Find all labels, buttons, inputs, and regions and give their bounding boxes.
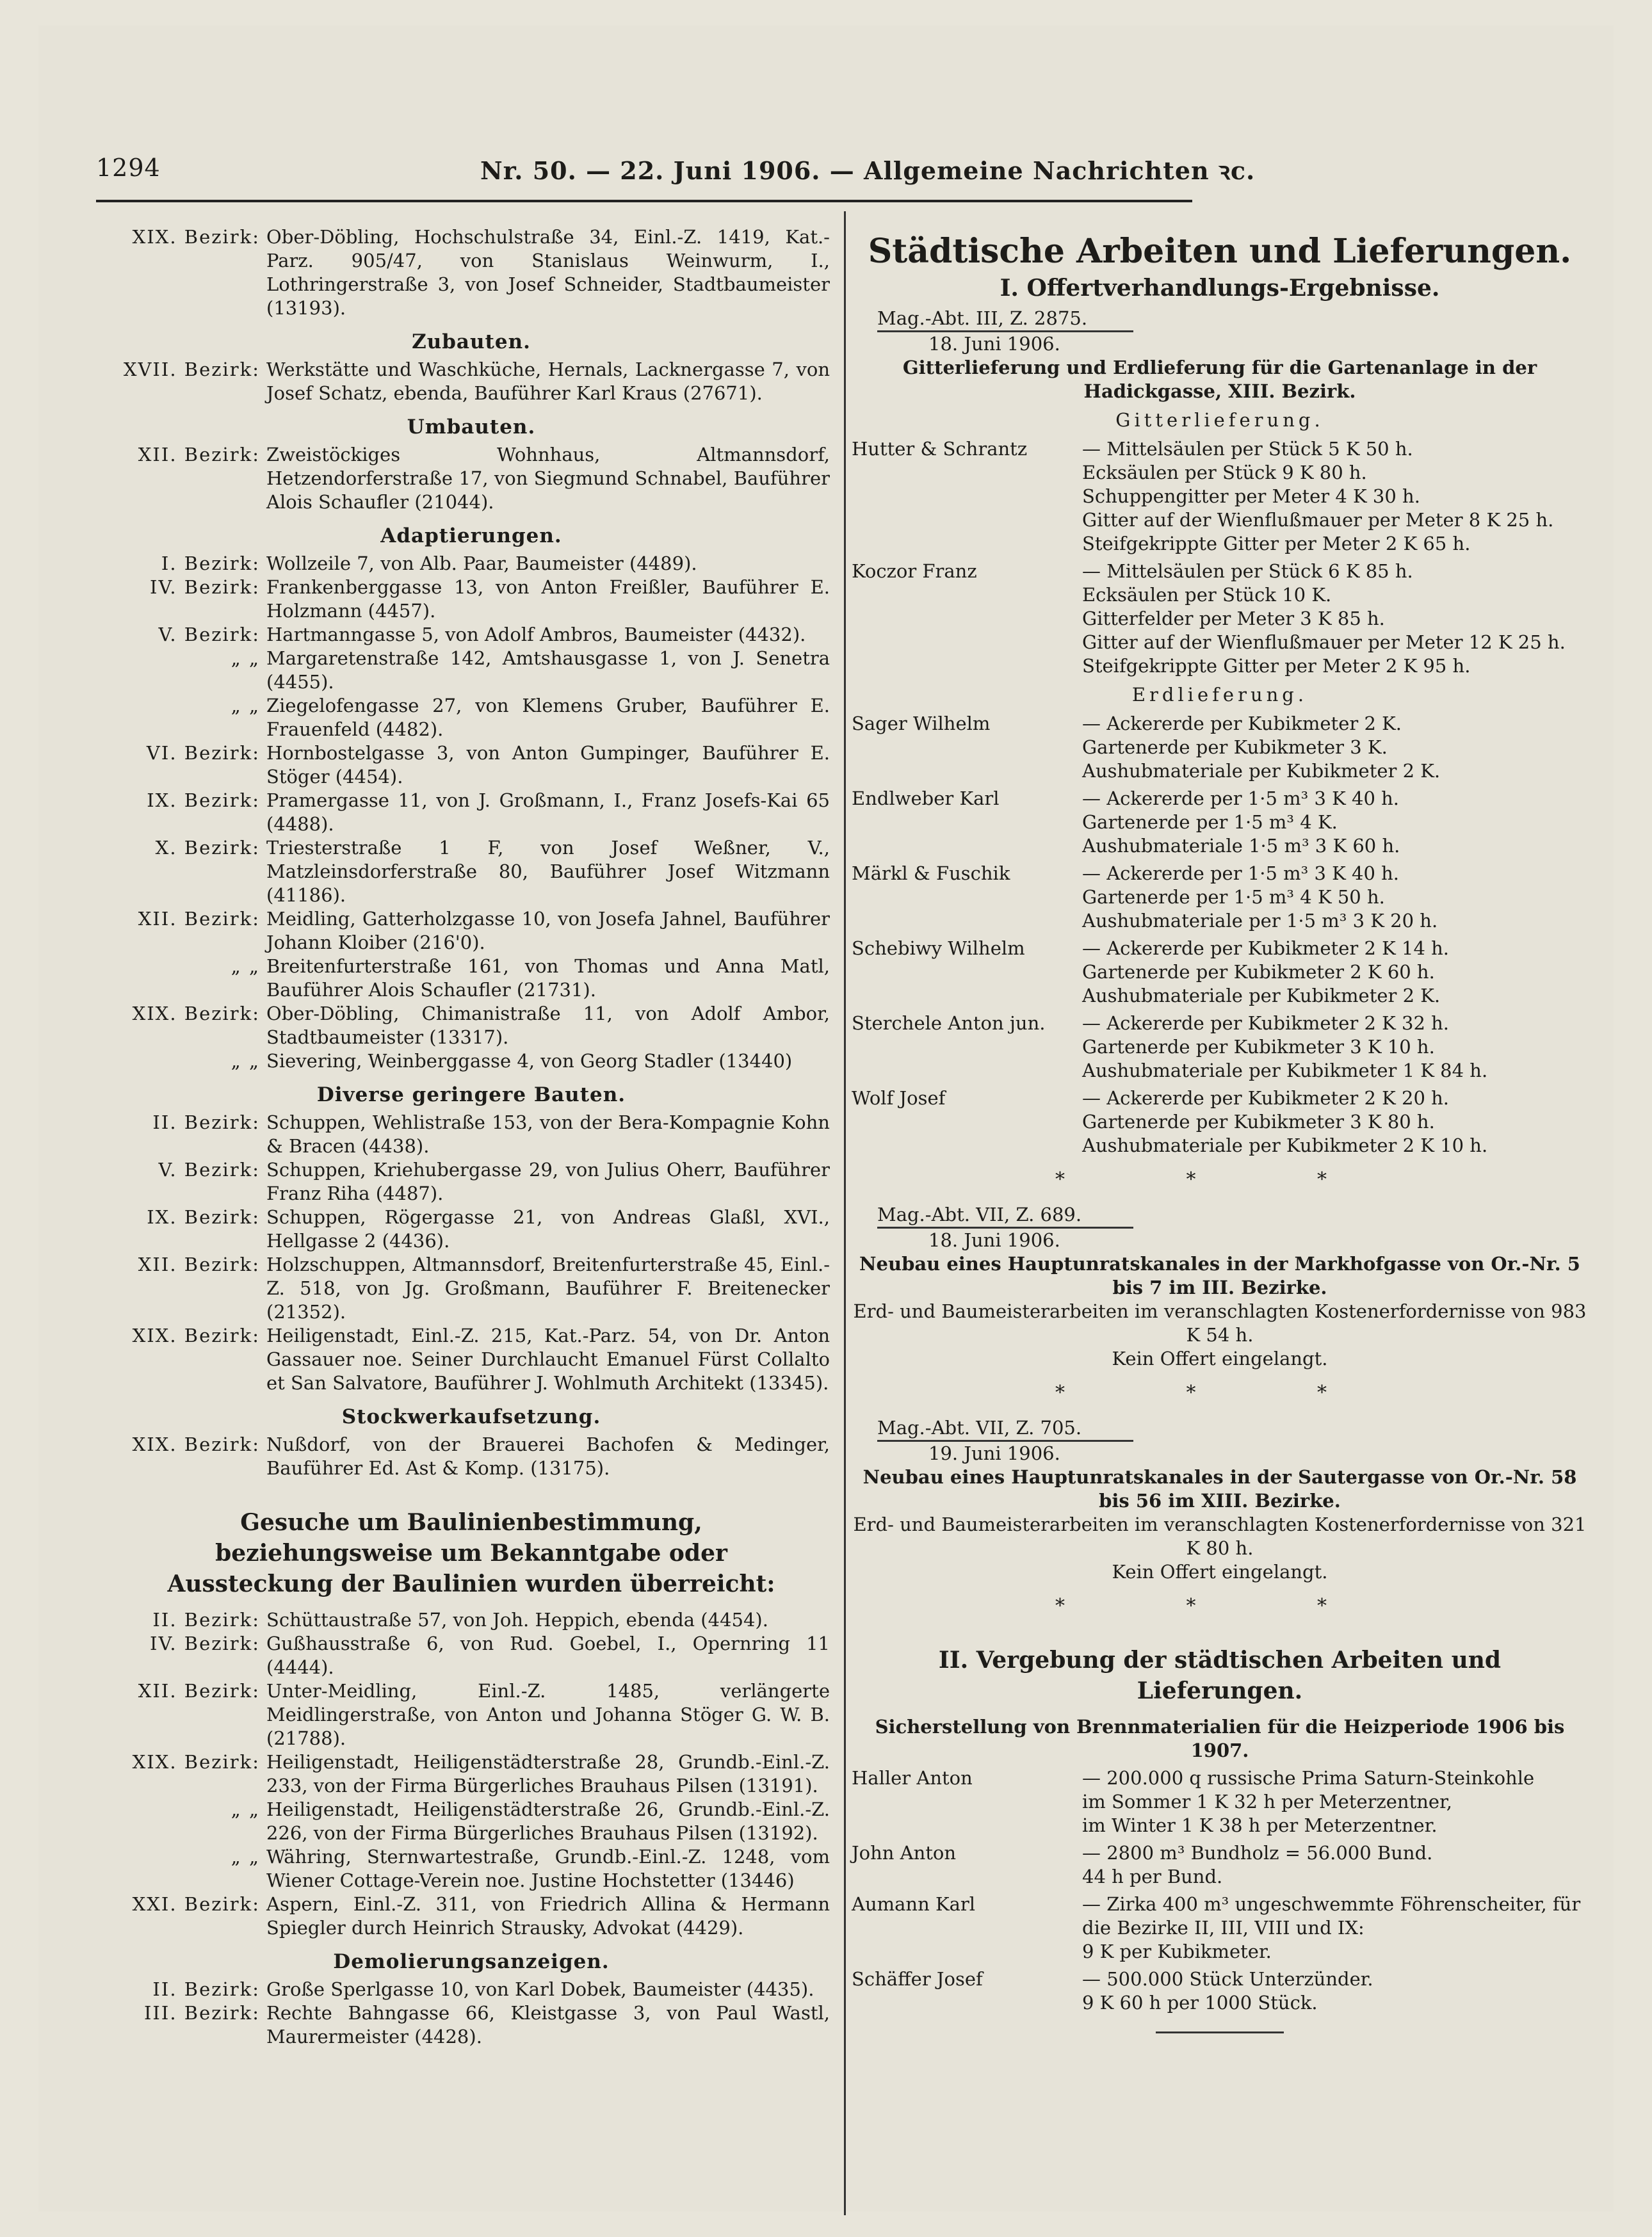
bid-item: — 200.000 q russische Prima Saturn-Steinkohle: [1082, 1767, 1535, 1789]
bid-item: Steifgekrippte Gitter per Meter 2 K 65 h.: [1082, 533, 1471, 554]
bid-item: Gartenerde per Kubikmeter 2 K 60 h.: [1082, 961, 1435, 983]
entry-text: Ober-Döbling, Chimanistraße 11, von Adolf Ambor, Stadtbaumeister (13317).: [266, 1003, 830, 1048]
entry-text: Heiligenstadt, Einl.-Z. 215, Kat.-Parz. 54, von Dr. Anton Gassauer noe. Seiner Durchlaucht Emanuel Fürst Collalto et San Salvatore, Bauführer J. Wohlmuth Architekt (13345).: [266, 1325, 830, 1394]
bid-item: Gartenerde per 1·5 m³ 4 K.: [1082, 811, 1338, 833]
notice-entry: [113, 552, 830, 576]
notice-entry: [113, 741, 830, 789]
notice-entry: [113, 1253, 830, 1324]
mag-reference: Mag.-Abt. III, Z. 2875.: [877, 307, 1133, 332]
notice-entry: [113, 1206, 830, 1253]
notice-subject: Neubau eines Hauptunratskanales in der Markhofgasse von Or.-Nr. 5 bis 7 im III. Bezirke.: [859, 1253, 1580, 1298]
bid-items: [1082, 862, 1588, 933]
district-label: XII. Bezirk:: [138, 444, 260, 465]
bid-items: [1082, 1012, 1588, 1083]
bid-item: — Ackererde per 1·5 m³ 3 K 40 h.: [1082, 787, 1400, 809]
notice-entry: [113, 623, 830, 647]
bid-item: — Ackererde per Kubikmeter 2 K 14 h.: [1082, 937, 1450, 959]
notice-entry: [113, 1679, 830, 1750]
bid-item: Gartenerde per Kubikmeter 3 K 10 h.: [1082, 1036, 1435, 1058]
bid-item: Aushubmateriale per Kubikmeter 2 K.: [1082, 760, 1441, 782]
notice-entry: [113, 1111, 830, 1158]
bid-row: [852, 1766, 1588, 1837]
bid-items: [1082, 1766, 1588, 1837]
district-label: „ „: [231, 647, 260, 669]
bid-item: 9 K per Kubikmeter.: [1082, 1941, 1272, 1962]
bid-row: [852, 937, 1588, 1008]
notice-date: 18. Juni 1906.: [928, 333, 1060, 355]
bid-item: — 2800 m³ Bundholz = 56.000 Bund.: [1082, 1842, 1433, 1864]
offer-result: Kein Offert eingelangt.: [1112, 1348, 1328, 1369]
bid-row: [852, 1841, 1588, 1889]
bid-row: [852, 712, 1588, 783]
mag-reference: Mag.-Abt. VII, Z. 705.: [877, 1416, 1133, 1442]
entry-text: Zweistöckiges Wohnhaus, Altmannsdorf, Hetzendorferstraße 17, von Siegmund Schnabel, Bauführer Alois Schaufler (21044).: [266, 444, 830, 513]
notice-entry: [113, 1893, 830, 1940]
notice-date: 18. Juni 1906.: [928, 1229, 1060, 1251]
bid-item: Aushubmateriale 1·5 m³ 3 K 60 h.: [1082, 835, 1400, 857]
bid-row: [852, 560, 1588, 678]
section-heading-demolierung: Demolierungsanzeigen.: [333, 1950, 610, 1973]
entry-text: Holzschuppen, Altmannsdorf, Breitenfurterstraße 45, Einl.-Z. 518, von Jg. Großmann, Bauführer F. Breitenecker (21352).: [266, 1254, 830, 1323]
bid-item: — 500.000 Stück Unterzünder.: [1082, 1968, 1373, 1990]
notice-entry: [113, 789, 830, 836]
notice-entry: [113, 576, 830, 623]
bid-item: — Ackererde per Kubikmeter 2 K.: [1082, 713, 1402, 734]
entry-text: Schuppen, Wehlistraße 153, von der Bera-Kompagnie Kohn & Bracen (4438).: [266, 1111, 830, 1157]
entry-text: Ober-Döbling, Hochschulstraße 34, Einl.-Z. 1419, Kat.-Parz. 905/47, von Stanislaus Weinwurm, I., Lothringerstraße 3, von Josef Schneider, Stadtbaumeister (13193).: [266, 226, 830, 319]
separator-stars: * * *: [1055, 1168, 1385, 1191]
district-label: II. Bezirk:: [152, 1111, 260, 1133]
notice-entry: [113, 1750, 830, 1798]
bidder-name: Schebiwy Wilhelm: [852, 937, 1025, 959]
notice-entry: [113, 2001, 830, 2049]
left-column: [113, 225, 830, 2049]
entry-text: Schuppen, Rögergasse 21, von Andreas Glaßl, XVI., Hellgasse 2 (4436).: [266, 1206, 830, 1252]
bid-items: [1082, 1893, 1588, 1964]
bid-item: im Sommer 1 K 32 h per Meterzentner,: [1082, 1791, 1452, 1813]
section-heading: Umbauten.: [407, 416, 536, 439]
bid-item: Aushubmateriale per Kubikmeter 2 K 10 h.: [1082, 1135, 1488, 1156]
notice-entry: [113, 358, 830, 405]
bidder-name: Aumann Karl: [852, 1893, 976, 1915]
notice-entry: [113, 1845, 830, 1893]
bid-item: Aushubmateriale per Kubikmeter 2 K.: [1082, 985, 1441, 1006]
column-divider: [844, 211, 846, 2215]
bid-item: Gitterfelder per Meter 3 K 85 h.: [1082, 608, 1385, 629]
section-heading: Diverse geringere Bauten.: [316, 1083, 626, 1106]
bid-row: [852, 1893, 1588, 1964]
bidder-name: Sterchele Anton jun.: [852, 1012, 1046, 1034]
bid-item: Aushubmateriale per Kubikmeter 1 K 84 h.: [1082, 1060, 1488, 1081]
issue-title: Nr. 50. — 22. Juni 1906. — Allgemeine Nachrichten ꝛc.: [480, 156, 1256, 185]
district-label: IX. Bezirk:: [147, 789, 260, 811]
bid-row: [852, 1967, 1588, 2015]
bid-row: [852, 787, 1588, 858]
notice-entry: [113, 225, 830, 320]
district-label: „ „: [231, 695, 260, 716]
separator-stars: * * *: [1055, 1382, 1385, 1404]
main-title: Städtische Arbeiten und Lieferungen.: [868, 232, 1572, 271]
entry-text: Frankenberggasse 13, von Anton Freißler, Bauführer E. Holzmann (4457).: [266, 576, 830, 622]
bid-items: [1082, 712, 1588, 783]
section-heading: Zubauten.: [412, 330, 531, 353]
bid-item: Steifgekrippte Gitter per Meter 2 K 95 h.: [1082, 655, 1471, 677]
bid-item: Gartenerde per Kubikmeter 3 K.: [1082, 736, 1388, 758]
district-label: XIX. Bezirk:: [132, 1325, 260, 1346]
bidder-name: Koczor Franz: [852, 560, 977, 582]
entry-text: Margaretenstraße 142, Amtshausgasse 1, von J. Senetra (4455).: [266, 647, 830, 693]
district-label: XIX. Bezirk:: [132, 1751, 260, 1773]
section-subject: Sicherstellung von Brennmaterialien für die Heizperiode 1906 bis 1907.: [875, 1716, 1565, 1761]
notice-entry: [113, 1978, 830, 2001]
notice-entry: [113, 1158, 830, 1206]
bid-row: [852, 1012, 1588, 1083]
bid-items: [1082, 1967, 1588, 2015]
notice-entry: [113, 1798, 830, 1845]
district-label: XIX. Bezirk:: [132, 1433, 260, 1455]
notice-entry: [113, 1324, 830, 1395]
bid-item: — Zirka 400 m³ ungeschwemmte Föhrenscheiter, für: [1082, 1893, 1581, 1915]
entry-text: Ziegelofengasse 27, von Klemens Gruber, Bauführer E. Frauenfeld (4482).: [266, 695, 830, 740]
bid-item: Ecksäulen per Stück 9 K 80 h.: [1082, 462, 1367, 483]
district-label: I. Bezirk:: [161, 553, 260, 574]
district-label: „ „: [231, 955, 260, 977]
district-label: XII. Bezirk:: [138, 1680, 260, 1702]
entry-text: Wollzeile 7, von Alb. Paar, Baumeister (4489).: [266, 553, 697, 574]
bidder-name: Märkl & Fuschik: [852, 862, 1010, 884]
notice-entry: [113, 955, 830, 1002]
notice-entry: [113, 1608, 830, 1632]
entry-text: Aspern, Einl.-Z. 311, von Friedrich Allina & Hermann Spiegler durch Heinrich Strausky, Advokat (4429).: [266, 1893, 830, 1939]
district-label: II. Bezirk:: [152, 1609, 260, 1631]
district-label: V. Bezirk:: [158, 624, 260, 645]
page-header: [96, 154, 1256, 192]
header-rule: [96, 200, 1192, 202]
district-label: X. Bezirk:: [155, 837, 260, 859]
notice-entry: [113, 647, 830, 694]
bidder-name: Hutter & Schrantz: [852, 438, 1028, 460]
bid-items: [1082, 1841, 1588, 1889]
entry-text: Rechte Bahngasse 66, Kleistgasse 3, von Paul Wastl, Maurermeister (4428).: [266, 2002, 830, 2047]
subsection-label: Gitterlieferung.: [1115, 409, 1324, 431]
notice-entry: [113, 694, 830, 741]
notice-entry: [113, 443, 830, 514]
bid-item: — Ackererde per Kubikmeter 2 K 32 h.: [1082, 1012, 1450, 1034]
district-label: XII. Bezirk:: [138, 1254, 260, 1275]
work-description: Erd- und Baumeisterarbeiten im veranschlagten Kostenerfordernisse von 321 K 80 h.: [853, 1514, 1587, 1559]
bid-item: 44 h per Bund.: [1082, 1866, 1223, 1887]
district-label: IX. Bezirk:: [147, 1206, 260, 1228]
notice-subject: Gitterlieferung und Erdlieferung für die Gartenanlage in der Hadickgasse, XIII. Bezirk.: [902, 357, 1537, 402]
notice-entry: [113, 836, 830, 907]
bidder-name: Sager Wilhelm: [852, 713, 991, 734]
district-label: XIX. Bezirk:: [132, 1003, 260, 1024]
bid-item: Gartenerde per 1·5 m³ 4 K 50 h.: [1082, 886, 1385, 908]
bid-row: [852, 1086, 1588, 1158]
bid-item: die Bezirke II, III, VIII und IX:: [1082, 1917, 1365, 1939]
bid-item: im Winter 1 K 38 h per Meterzentner.: [1082, 1814, 1437, 1836]
separator-stars: * * *: [1055, 1595, 1385, 1617]
notice-entry: [113, 1632, 830, 1679]
bid-items: [1082, 437, 1588, 556]
entry-text: Sievering, Weinberggasse 4, von Georg Stadler (13440): [266, 1050, 793, 1072]
district-label: VI. Bezirk:: [146, 742, 260, 764]
district-label: V. Bezirk:: [158, 1159, 260, 1181]
notice-entry: [113, 907, 830, 955]
section-heading-gesuche: Gesuche um Baulinienbestimmung, beziehungsweise um Bekanntgabe oder Aussteckung der Baulinien wurden überreicht:: [167, 1509, 775, 1597]
bid-item: 9 K 60 h per 1000 Stück.: [1082, 1992, 1318, 2014]
bid-item: — Ackererde per Kubikmeter 2 K 20 h.: [1082, 1087, 1450, 1109]
bid-item: Gartenerde per Kubikmeter 3 K 80 h.: [1082, 1111, 1435, 1133]
offer-result: Kein Offert eingelangt.: [1112, 1561, 1328, 1583]
notice-date: 19. Juni 1906.: [928, 1442, 1060, 1464]
district-label: „ „: [231, 1050, 260, 1072]
district-label: XIX. Bezirk:: [132, 226, 260, 248]
bidder-name: Haller Anton: [852, 1767, 973, 1789]
right-column: [852, 225, 1588, 2033]
district-label: IV. Bezirk:: [150, 1633, 260, 1654]
bid-item: Ecksäulen per Stück 10 K.: [1082, 584, 1332, 606]
district-label: XVII. Bezirk:: [123, 359, 260, 380]
district-label: II. Bezirk:: [152, 1978, 260, 2000]
bidder-name: Wolf Josef: [852, 1087, 946, 1109]
district-label: XXI. Bezirk:: [132, 1893, 260, 1915]
page-number: 1294: [96, 154, 161, 182]
section-heading: Stockwerkaufsetzung.: [341, 1405, 601, 1428]
entry-text: Nußdorf, von der Brauerei Bachofen & Medinger, Bauführer Ed. Ast & Komp. (13175).: [266, 1433, 830, 1479]
entry-text: Hornbostelgasse 3, von Anton Gumpinger, Bauführer E. Stöger (4454).: [266, 742, 830, 787]
bid-item: Aushubmateriale per 1·5 m³ 3 K 20 h.: [1082, 910, 1438, 932]
district-label: III. Bezirk:: [143, 2002, 260, 2024]
entry-text: Meidling, Gatterholzgasse 10, von Josefa Jahnel, Bauführer Johann Kloiber (216'0).: [266, 908, 830, 953]
entry-text: Pramergasse 11, von J. Großmann, I., Franz Josefs-Kai 65 (4488).: [266, 789, 830, 835]
bid-items: [1082, 560, 1588, 678]
bid-item: Schuppengitter per Meter 4 K 30 h.: [1082, 485, 1420, 507]
district-label: „ „: [231, 1798, 260, 1820]
bid-item: — Ackererde per 1·5 m³ 3 K 40 h.: [1082, 862, 1400, 884]
entry-text: Schuppen, Kriehubergasse 29, von Julius Oherr, Bauführer Franz Riha (4487).: [266, 1159, 830, 1204]
district-label: „ „: [231, 1846, 260, 1868]
entry-text: Große Sperlgasse 10, von Karl Dobek, Baumeister (4435).: [266, 1978, 814, 2000]
notice-entry: [113, 1433, 830, 1480]
entry-text: Werkstätte und Waschküche, Hernals, Lacknergasse 7, von Josef Schatz, ebenda, Bauführer Karl Kraus (27671).: [266, 359, 830, 404]
bid-item: — Mittelsäulen per Stück 6 K 85 h.: [1082, 560, 1413, 582]
bid-item: — Mittelsäulen per Stück 5 K 50 h.: [1082, 438, 1413, 460]
subsection-label: Erdlieferung.: [1131, 684, 1308, 706]
notice-subject: Neubau eines Hauptunratskanales in der Sautergasse von Or.-Nr. 58 bis 56 im XIII. Bezirke.: [862, 1466, 1577, 1512]
district-label: IV. Bezirk:: [150, 576, 260, 598]
bid-item: Gitter auf der Wienflußmauer per Meter 8 K 25 h.: [1082, 509, 1554, 531]
entry-text: Unter-Meidling, Einl.-Z. 1485, verlängerte Meidlingerstraße, von Anton und Johanna Stöger G. W. B. (21788).: [266, 1680, 830, 1749]
bidder-name: Schäffer Josef: [852, 1968, 983, 1990]
bidder-name: Endlweber Karl: [852, 787, 1000, 809]
bid-items: [1082, 1086, 1588, 1158]
bid-row: [852, 862, 1588, 933]
section-title-offert: I. Offertverhandlungs-Ergebnisse.: [1000, 275, 1440, 302]
entry-text: Heiligenstadt, Heiligenstädterstraße 26, Grundb.-Einl.-Z. 226, von der Firma Bürgerliches Brauhaus Pilsen (13192).: [266, 1798, 830, 1844]
mag-reference: Mag.-Abt. VII, Z. 689.: [877, 1203, 1133, 1229]
notice-entry: [113, 1049, 830, 1073]
work-description: Erd- und Baumeisterarbeiten im veranschlagten Kostenerfordernisse von 983 K 54 h.: [853, 1300, 1587, 1346]
entry-text: Schüttaustraße 57, von Joh. Heppich, ebenda (4454).: [266, 1609, 768, 1631]
entry-text: Breitenfurterstraße 161, von Thomas und Anna Matl, Bauführer Alois Schaufler (21731).: [266, 955, 830, 1001]
entry-text: Währing, Sternwartestraße, Grundb.-Einl.-Z. 1248, vom Wiener Cottage-Verein noe. Justine Hochstetter (13446): [266, 1846, 830, 1891]
bid-row: [852, 437, 1588, 556]
bidder-name: John Anton: [852, 1842, 957, 1864]
end-rule: [1156, 2031, 1284, 2033]
notice-entry: [113, 1002, 830, 1049]
section-title-vergebung: II. Vergebung der städtischen Arbeiten und Lieferungen.: [938, 1647, 1502, 1704]
bid-items: [1082, 937, 1588, 1008]
entry-text: Hartmanngasse 5, von Adolf Ambros, Baumeister (4432).: [266, 624, 806, 645]
bid-item: Gitter auf der Wienflußmauer per Meter 12 K 25 h.: [1082, 631, 1566, 653]
bid-items: [1082, 787, 1588, 858]
section-heading: Adaptierungen.: [380, 524, 562, 547]
entry-text: Gußhausstraße 6, von Rud. Goebel, I., Opernring 11 (4444).: [266, 1633, 830, 1678]
entry-text: Heiligenstadt, Heiligenstädterstraße 28, Grundb.-Einl.-Z. 233, von der Firma Bürgerliches Brauhaus Pilsen (13191).: [266, 1751, 830, 1797]
district-label: XII. Bezirk:: [138, 908, 260, 930]
entry-text: Triesterstraße 1 F, von Josef Weßner, V., Matzleinsdorferstraße 80, Bauführer Josef Witzmann (41186).: [266, 837, 830, 906]
